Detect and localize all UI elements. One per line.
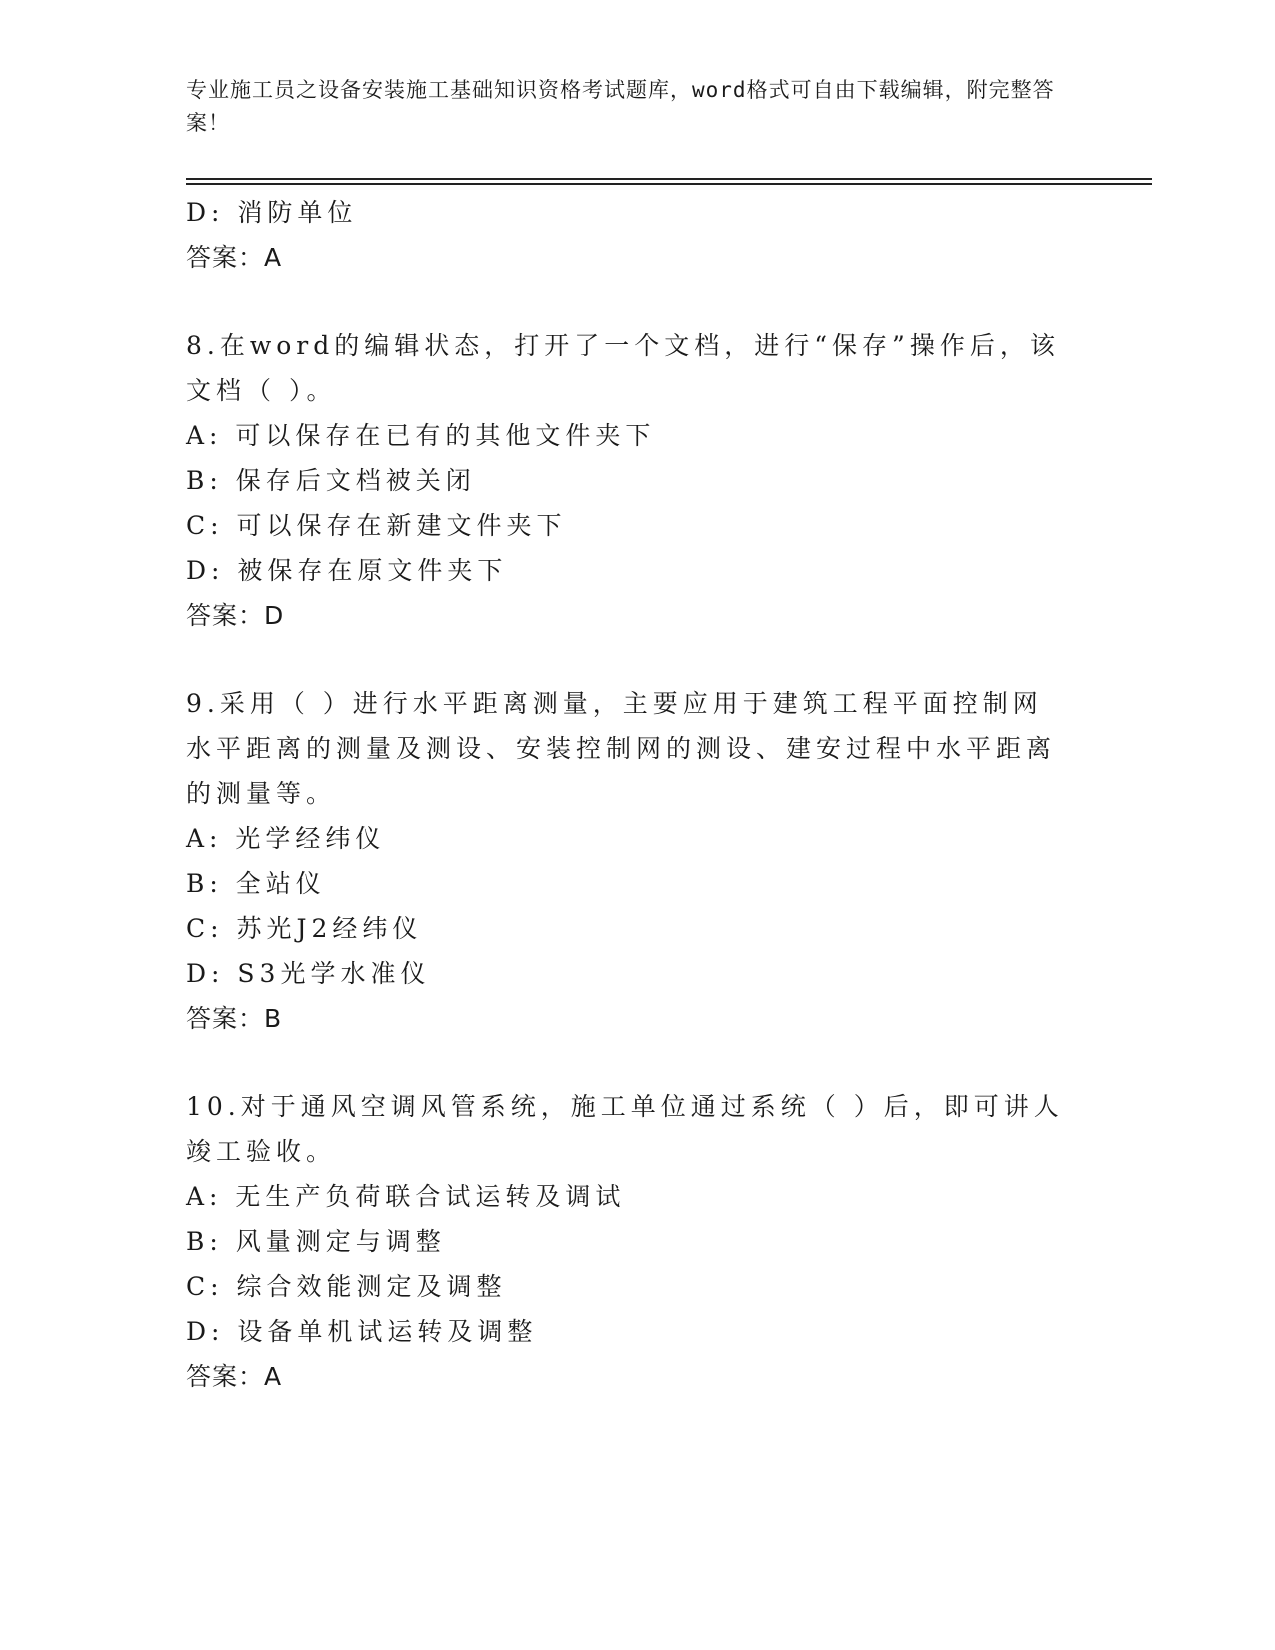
option-b: B: 全站仪 — [186, 869, 326, 898]
option-b: B: 风量测定与调整 — [186, 1227, 446, 1256]
option-d: D: 被保存在原文件夹下 — [186, 556, 508, 585]
option-d: D: 设备单机试运转及调整 — [186, 1317, 538, 1346]
question-stem: 9.采用（ ）进行水平距离测量，主要应用于建筑工程平面控制网水平距离的测量及测设、安装控制网的测设、建安过程中水平距离的测量等。 — [186, 689, 1057, 808]
question-10 — [186, 1084, 1086, 1399]
option-a: A: 可以保存在已有的其他文件夹下 — [186, 421, 656, 450]
document-body — [186, 190, 1086, 1399]
question-8 — [186, 323, 1086, 638]
option-d: D: S3光学水准仪 — [186, 959, 431, 988]
answer-line: 答案：A — [186, 243, 283, 272]
option-c: C: 苏光J2经纬仪 — [186, 914, 423, 943]
answer-line: 答案：A — [186, 1362, 283, 1391]
answer-line: 答案：B — [186, 1004, 283, 1033]
header-rule-bottom — [186, 183, 1152, 185]
question-9 — [186, 681, 1086, 1041]
option-a: A: 光学经纬仪 — [186, 824, 386, 853]
option-d: D: 消防单位 — [186, 198, 358, 227]
option-a: A: 无生产负荷联合试运转及调试 — [186, 1182, 626, 1211]
option-c: C: 综合效能测定及调整 — [186, 1272, 507, 1301]
document-header: 专业施工员之设备安装施工基础知识资格考试题库，word格式可自由下载编辑，附完整答案！ — [186, 78, 1055, 135]
header-rule-top — [186, 178, 1152, 180]
question-stem: 10.对于通风空调风管系统，施工单位通过系统（ ）后，即可讲人竣工验收。 — [186, 1092, 1064, 1166]
question-stem: 8.在word的编辑状态，打开了一个文档，进行“保存”操作后，该文档（ ）。 — [186, 331, 1060, 405]
option-b: B: 保存后文档被关闭 — [186, 466, 476, 495]
answer-line: 答案：D — [186, 601, 285, 630]
option-c: C: 可以保存在新建文件夹下 — [186, 511, 567, 540]
